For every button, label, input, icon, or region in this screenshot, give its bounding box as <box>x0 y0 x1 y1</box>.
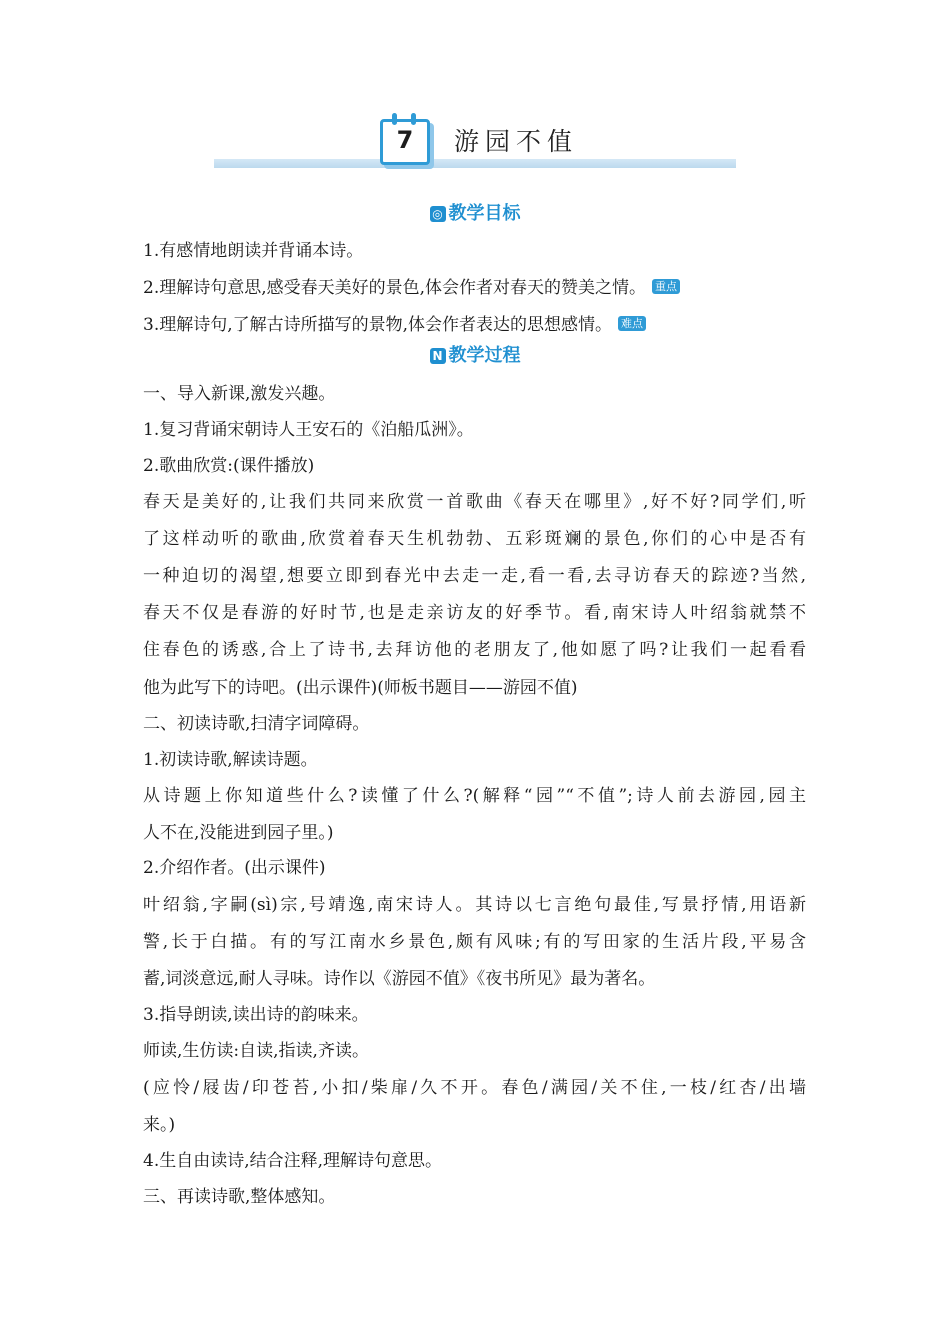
process-line: 从诗题上你知道些什么?读懂了什么?(解释“园”“不值”;诗人前去游园,园主 <box>143 786 806 806</box>
goals-heading-text: 教学目标 <box>448 203 521 224</box>
key-point-badge: 重点 <box>652 279 680 294</box>
process-line: 师读,生仿读:自读,指读,齐读。 <box>143 1041 369 1061</box>
process-heading <box>0 341 950 367</box>
process-line: (应怜/屐齿/印苍苔,小扣/柴扉/久不开。春色/满园/关不住,一枝/红杏/出墙 <box>143 1078 806 1098</box>
lesson-title: 游园不值 <box>454 127 579 156</box>
process-line: 警,长于白描。有的写江南水乡景色,颇有风味;有的写田家的生活片段,平易含 <box>143 932 806 952</box>
goal-item-text: 3.理解诗句,了解古诗所描写的景物,体会作者表达的思想感情。 <box>143 315 613 335</box>
target-icon: ◎ <box>430 206 446 222</box>
lesson-number: 7 <box>396 126 414 154</box>
process-line: 三、再读诗歌,整体感知。 <box>143 1187 336 1207</box>
goals-heading <box>0 199 950 225</box>
process-line: 了这样动听的歌曲,欣赏着春天生机勃勃、五彩斑斓的景色,你们的心中是否有 <box>143 529 806 549</box>
process-line: 春天不仅是春游的好时节,也是走亲访友的好季节。看,南宋诗人叶绍翁就禁不 <box>143 603 806 623</box>
process-line: 4.生自由读诗,结合注释,理解诗句意思。 <box>143 1151 443 1171</box>
process-line: 蓄,词淡意远,耐人寻味。诗作以《游园不值》《夜书所见》最为著名。 <box>143 969 656 989</box>
calendar-icon <box>380 119 430 165</box>
goal-item <box>143 310 646 335</box>
goal-item <box>143 273 680 298</box>
process-line: 一、导入新课,激发兴趣。 <box>143 384 336 404</box>
title-underline-bar <box>214 159 736 168</box>
process-line: 二、初读诗歌,扫清字词障碍。 <box>143 714 370 734</box>
goal-item: 1.有感情地朗读并背诵本诗。 <box>143 241 364 261</box>
process-line: 3.指导朗读,读出诗的韵味来。 <box>143 1005 369 1025</box>
process-line: 他为此写下的诗吧。(出示课件)(师板书题目——游园不值) <box>143 678 578 698</box>
process-line: 叶绍翁,字嗣(sì)宗,号靖逸,南宋诗人。其诗以七言绝句最佳,写景抒情,用语新 <box>143 895 806 915</box>
process-line: 1.初读诗歌,解读诗题。 <box>143 750 318 770</box>
process-line: 春天是美好的,让我们共同来欣赏一首歌曲《春天在哪里》,好不好?同学们,听 <box>143 492 806 512</box>
process-heading-text: 教学过程 <box>448 345 521 366</box>
process-line: 1.复习背诵宋朝诗人王安石的《泊船瓜洲》。 <box>143 420 474 440</box>
process-line: 来。) <box>143 1115 176 1135</box>
calendar-ring-icon <box>392 113 397 125</box>
difficult-point-badge: 难点 <box>618 316 646 331</box>
process-line: 住春色的诱惑,合上了诗书,去拜访他的老朋友了,他如愿了吗?让我们一起看看 <box>143 640 806 660</box>
process-icon: N <box>430 348 446 364</box>
lesson-header <box>214 115 736 173</box>
process-line: 2.歌曲欣赏:(课件播放) <box>143 456 315 476</box>
goal-item-text: 2.理解诗句意思,感受春天美好的景色,体会作者对春天的赞美之情。 <box>143 278 647 298</box>
process-line: 2.介绍作者。(出示课件) <box>143 858 326 878</box>
process-line: 一种迫切的渴望,想要立即到春光中去走一走,看一看,去寻访春天的踪迹?当然, <box>143 566 806 586</box>
calendar-ring-icon <box>411 113 416 125</box>
process-line: 人不在,没能进到园子里。) <box>143 823 334 843</box>
